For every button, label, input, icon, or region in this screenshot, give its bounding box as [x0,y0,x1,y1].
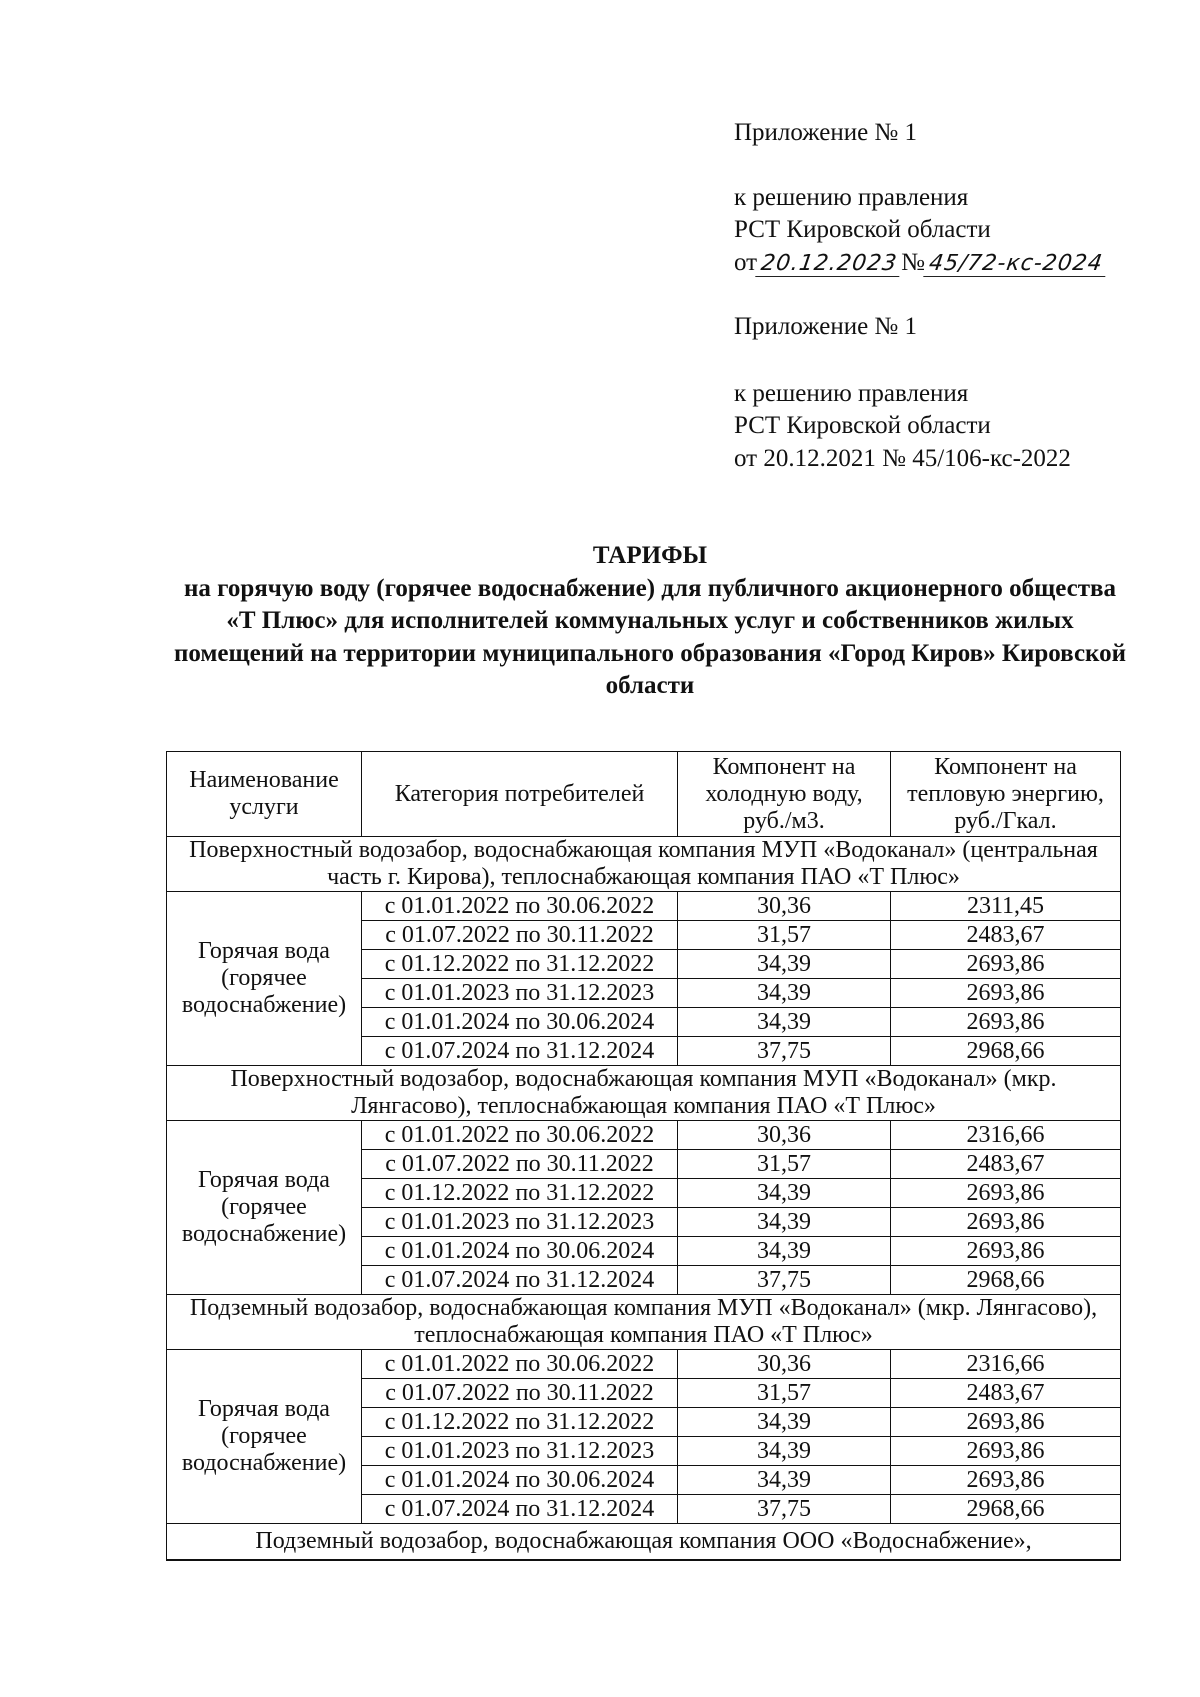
appendix-label: Приложение № 1 [734,119,918,146]
section-heading-row [167,1066,1121,1121]
cold-water-component: 37,75 [678,1266,891,1295]
decision-line: к решению правления [734,183,969,211]
cold-water-component: 34,39 [678,1179,891,1208]
cold-water-component: 34,39 [678,1466,891,1495]
heat-energy-component: 2483,67 [891,1150,1121,1179]
document-title [150,540,1150,703]
period: с 01.07.2024 по 31.12.2024 [362,1037,678,1066]
cold-water-component: 34,39 [678,1008,891,1037]
section-heading: Подземный водозабор, водоснабжающая компания ООО «Водоснабжение», [167,1524,1121,1561]
heat-energy-component: 2693,86 [891,1237,1121,1266]
heat-energy-component: 2483,67 [891,921,1121,950]
heat-energy-component: 2968,66 [891,1037,1121,1066]
period: с 01.07.2022 по 30.11.2022 [362,1379,678,1408]
period: с 01.07.2024 по 31.12.2024 [362,1266,678,1295]
cold-water-component: 34,39 [678,1437,891,1466]
cold-water-component: 37,75 [678,1037,891,1066]
section-heading: Поверхностный водозабор, водоснабжающая компания МУП «Водоканал» (центральная часть г. Кирова), теплоснабжающая компания ПАО «Т Плюс» [167,837,1121,892]
cold-water-component: 30,36 [678,1121,891,1150]
period: с 01.01.2022 по 30.06.2022 [362,1121,678,1150]
period: с 01.07.2022 по 30.11.2022 [362,1150,678,1179]
decision-line: к решению правления [734,379,969,407]
table-header-row [167,752,1121,837]
heat-energy-component: 2316,66 [891,1121,1121,1150]
cold-water-component: 31,57 [678,1150,891,1179]
period: с 01.01.2022 по 30.06.2022 [362,892,678,921]
column-header: Компонент на тепловую энергию, руб./Гкал. [891,752,1121,837]
heat-energy-component: 2316,66 [891,1350,1121,1379]
section-heading-row [167,1295,1121,1350]
cold-water-component: 37,75 [678,1495,891,1524]
heat-energy-component: 2693,86 [891,979,1121,1008]
period: с 01.12.2022 по 31.12.2022 [362,1408,678,1437]
heat-energy-component: 2693,86 [891,1408,1121,1437]
authority-line: РСТ Кировской области [734,412,991,439]
header-old [734,311,1071,475]
title-subtitle: на горячую воду (горячее водоснабжение) для публичного акционерного общества «Т Плюс» для исполнителей коммунальных услуг и собственников жилых помещений на территории муниципального образования «Город Киров» Кировской области [173,574,1127,699]
period: с 01.07.2024 по 31.12.2024 [362,1495,678,1524]
period: с 01.01.2023 по 31.12.2023 [362,1208,678,1237]
period: с 01.01.2023 по 31.12.2023 [362,1437,678,1466]
section-heading: Подземный водозабор, водоснабжающая компания МУП «Водоканал» (мкр. Лянгасово), теплоснабжающая компания ПАО «Т Плюс» [167,1295,1121,1350]
period: с 01.07.2022 по 30.11.2022 [362,921,678,950]
period: с 01.01.2024 по 30.06.2024 [362,1466,678,1495]
table-row [167,1350,1121,1379]
cold-water-component: 34,39 [678,950,891,979]
service-name: Горячая вода (горячее водоснабжение) [167,892,362,1066]
heat-energy-component: 2693,86 [891,1008,1121,1037]
period: с 01.01.2024 по 30.06.2024 [362,1237,678,1266]
section-heading-row [167,1524,1121,1561]
service-name: Горячая вода (горячее водоснабжение) [167,1350,362,1524]
period: с 01.01.2024 по 30.06.2024 [362,1008,678,1037]
heat-energy-component: 2311,45 [891,892,1121,921]
period: с 01.01.2022 по 30.06.2022 [362,1350,678,1379]
period: с 01.12.2022 по 31.12.2022 [362,950,678,979]
table-row [167,1121,1121,1150]
header-new [734,117,1107,279]
heat-energy-component: 2968,66 [891,1266,1121,1295]
cold-water-component: 30,36 [678,1350,891,1379]
date-number-line: от 20.12.2023№ 45/72-кс-2024 [734,247,1107,280]
service-name: Горячая вода (горячее водоснабжение) [167,1121,362,1295]
cold-water-component: 31,57 [678,1379,891,1408]
cold-water-component: 31,57 [678,921,891,950]
cold-water-component: 34,39 [678,1208,891,1237]
heat-energy-component: 2693,86 [891,950,1121,979]
section-heading-row [167,837,1121,892]
period: с 01.12.2022 по 31.12.2022 [362,1179,678,1208]
heat-energy-component: 2483,67 [891,1379,1121,1408]
heat-energy-component: 2693,86 [891,1208,1121,1237]
heat-energy-component: 2693,86 [891,1466,1121,1495]
cold-water-component: 34,39 [678,979,891,1008]
tariff-table [166,751,1121,1561]
heat-energy-component: 2693,86 [891,1179,1121,1208]
cold-water-component: 30,36 [678,892,891,921]
appendix-label: Приложение № 1 [734,313,918,340]
table-row [167,892,1121,921]
column-header: Наименование услуги [167,752,362,837]
cold-water-component: 34,39 [678,1408,891,1437]
handwritten-date: 20.12.2023 [755,252,902,277]
cold-water-component: 34,39 [678,1237,891,1266]
column-header: Категория потребителей [362,752,678,837]
column-header: Компонент на холодную воду, руб./м3. [678,752,891,837]
heat-energy-component: 2968,66 [891,1495,1121,1524]
period: с 01.01.2023 по 31.12.2023 [362,979,678,1008]
date-number-line: от 20.12.2021 № 45/106-кс-2022 [734,444,1071,472]
section-heading: Поверхностный водозабор, водоснабжающая компания МУП «Водоканал» (мкр. Лянгасово), теплоснабжающая компания ПАО «Т Плюс» [167,1066,1121,1121]
authority-line: РСТ Кировской области [734,216,991,243]
handwritten-number: 45/72-кс-2024 [923,252,1108,277]
heat-energy-component: 2693,86 [891,1437,1121,1466]
title-heading: ТАРИФЫ [592,542,708,569]
